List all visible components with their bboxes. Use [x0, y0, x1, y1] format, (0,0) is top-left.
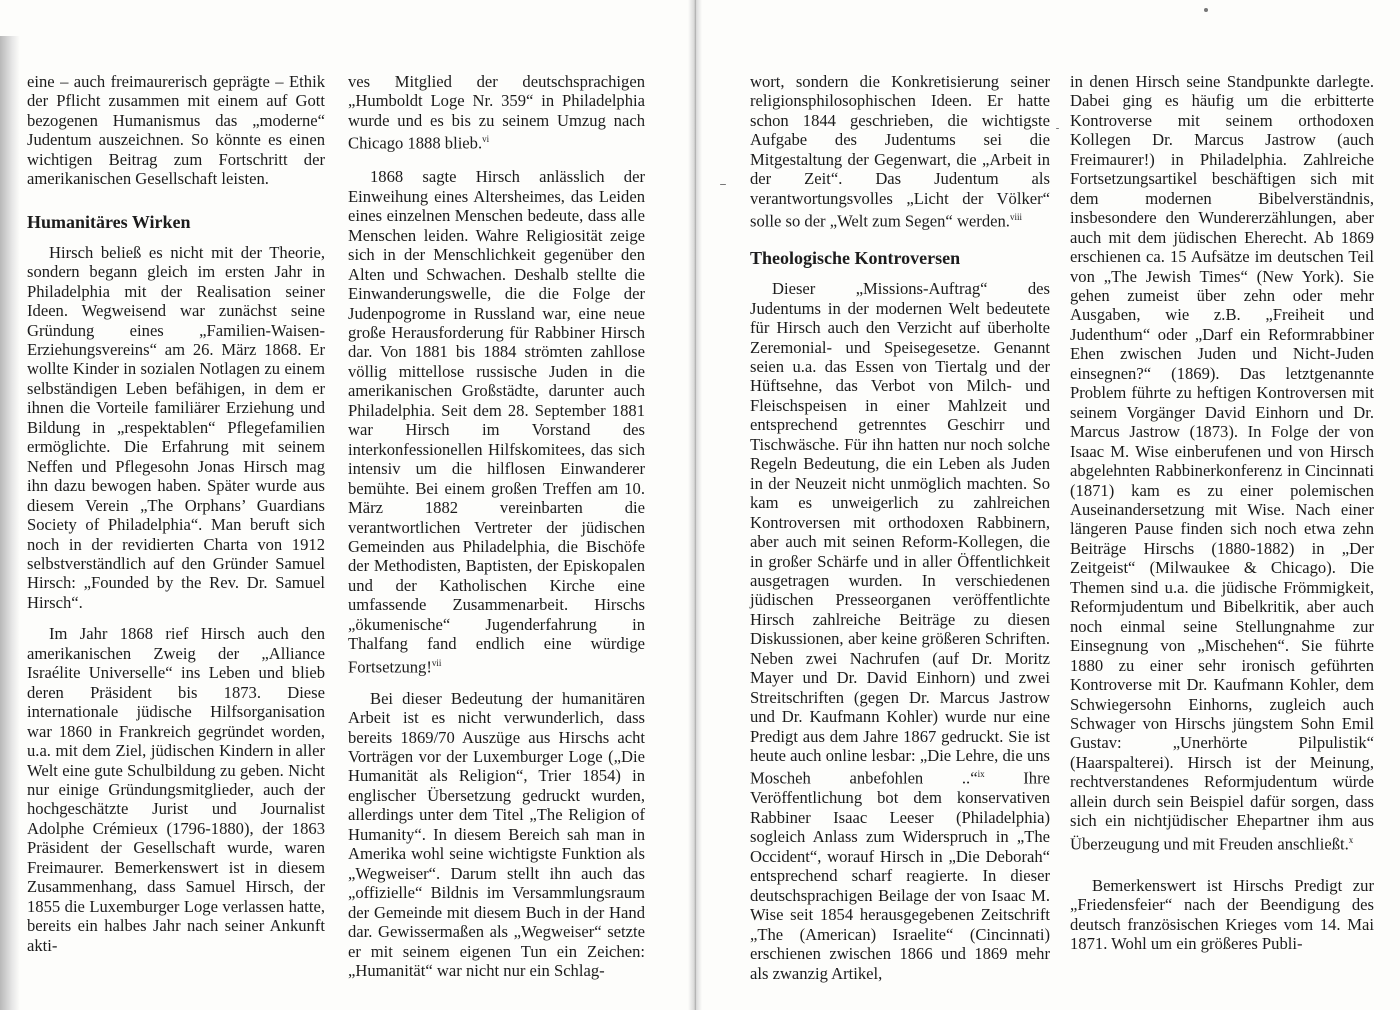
- paragraph: eine – auch freimaurerisch geprägte – Ethik der Pflicht zusammen mit einem auf Gott bezogenen Humanismus das „moderne“ Judentum auszeichnen. So könnte es einen wichtigen Beitrag zum Fortschritt der amerikanischen Gesellschaft leisten.: [27, 72, 325, 189]
- paragraph-text: in denen Hirsch seine Standpunkte darlegte. Dabei ging es häufig um die erbitterte Kontroverse mit seinem orthodoxen Kollegen Dr. Marcus Jastrow (auch Freimaurer!) in Philadelphia. Zahlreiche Fortsetzungsartikel beschäftigen sich mit dem modernen Bibelverständnis, insbesondere den Wundererzählungen, aber auch mit dem jüdischen Eherecht. Ab 1869 erschienen ca. 15 Aufsätze im deutschen Teil von „The Jewish Times“ (New York). Sie gehen zumeist über zehn oder mehr Ausgaben, wie z.B. „Freiheit und Judenthum“ oder „Darf ein Reformrabbiner Ehen zwischen Juden und Nicht-Juden einsegnen?“ (1869). Das letztgenannte Problem führte zu heftigen Kontroversen mit seinem Vorgänger David Einhorn und Dr. Marcus Jastrow (1873). In Folge der von Isaac M. Wise einberufenen und von Hirsch abgelehnten Rabbinerkonferenz in Cincinnati (1871) kam es zu einer polemischen Auseinandersetzung mit Wise. Nach einer längeren Pause finden sich noch etwa zehn Beiträge Hirschs (1880-1882) in „Der Zeitgeist“ (Milwaukee & Chicago). Die Themen sind u.a. die jüdische Frömmigkeit, Reformjudentum und Bibelkritik, aber auch noch einmal seine Stellungnahme zur Einsegnung von „Mischehen“. Sie führte 1880 zu einer sehr ironisch geführten Kontroverse mit Dr. Kaufmann Kohler, dem Schwiegersohn Einhorns, zugleich auch Schwager von Hirschs jüngstem Sohn Emil Gustav: „Unerhörte Pilpulistik“ (Haarspalterei). Hirsch ist der Meinung, rechtverstandenes Reformjudentum würde allein durch sein Beispiel dafür sorgen, dass sich ein nichtjüdischer Ehepartner ihm aus Überzeugung und mit Freuden anschließt.: [1070, 72, 1374, 854]
- paragraph: [348, 72, 645, 153]
- paragraph: [750, 279, 1050, 983]
- scan-shadow-left: [0, 36, 20, 1010]
- footnote-ref: vii: [431, 657, 442, 668]
- book-gutter: [688, 0, 702, 1010]
- footnote-ref: x: [1348, 834, 1354, 845]
- right-page-column-2: [1070, 72, 1374, 953]
- left-page-column-1: [27, 72, 325, 955]
- paragraph: Im Jahr 1868 rief Hirsch auch den amerikanischen Zweig der „Alliance Israélite Universelle“ ins Leben und blieb deren Präsident bis 1873. Diese internationale jüdische Hilfsorganisation war 1860 in Frankreich gegründet worden, u.a. mit dem Ziel, jüdischen Kindern in aller Welt eine gute Schulbildung zu geben. Nicht nur einige Gründungsmitglieder, auch der hochgeschätzte Jurist und Journalist Adolphe Crémieux (1796-1880), der 1863 Präsident der Gesellschaft wurde, waren Freimaurer. Bemerkenswert ist in diesem Zusammenhang, dass Samuel Hirsch, der 1855 die Luxemburger Loge verlassen hatte, bereits ein halbes Jahr nach seiner Ankunft akti-: [27, 624, 325, 955]
- paragraph: Hirsch beließ es nicht mit der Theorie, sondern begann gleich im ersten Jahr in Philadelphia mit der Realisation seiner Ideen. Wegweisend war zunächst seine Gründung eines „Familien-Waisen-Erziehungsvereins“ am 26. März 1868. Er wollte Kinder in sozialen Notlagen zu einem selbständigen Leben befähigen, in dem er ihnen die Vorteile familiärer Erziehung und Bildung in „respektablen“ Pflegefamilien ermöglichte. Die Erfahrung mit seinem Neffen und Pflegesohn Jonas Hirsch mag ihn dazu bewogen haben. Später wurde aus diesem Verein „The Orphans’ Guardians Society of Philadelphia“. Man beruft sich noch in der revidierten Charta von 1912 selbstverständlich auf den Gründer Samuel Hirsch: „Founded by the Rev. Dr. Samuel Hirsch“.: [27, 242, 325, 612]
- paragraph: [1070, 72, 1374, 854]
- footnote-ref: ix: [977, 769, 985, 780]
- footnote-ref: viii: [1009, 212, 1022, 223]
- scan-speck: [1056, 128, 1059, 129]
- scan-speck: [1204, 8, 1208, 12]
- paragraph: Bemerkenswert ist Hirschs Predigt zur „Friedensfeier“ nach der Beendigung des deutsch französischen Krieges vom 14. Mai 1871. Wohl um ein größeres Publi-: [1070, 875, 1374, 954]
- paragraph: [348, 167, 645, 676]
- paragraph-text: ves Mitglied der deutschsprachigen „Humboldt Loge Nr. 359“ in Philadelphia wurde und es bis zu seinem Umzug nach Chicago 1888 blieb.: [348, 72, 645, 153]
- section-heading: Theologische Kontroversen: [750, 248, 961, 269]
- scan-speck: [720, 184, 726, 185]
- paragraph-text: Ihre Veröffentlichung bot dem konservativen Rabbiner Isaac Leeser (Philadelphia) sogleich Anlass zum Widerspruch in „The Occident“, worauf Hirsch in „Die Deborah“ entsprechend scharf reagierte. In dieser deutschsprachigen Beilage der von Isaac M. Wise seit 1854 herausgegebenen Zeitschrift „The (American) Israelite“ (Cincinnati) erschienen zwischen 1866 und 1869 mehr als zwanzig Artikel,: [750, 769, 1050, 983]
- paragraph-text: wort, sondern die Konkretisierung seiner religionsphilosophischen Ideen. Er hatte schon 1844 geschrieben, die wichtigste Aufgabe des Judentums sei die Mitgestaltung der Gegenwart, die „Arbeit in der Zeit“. Das Judentum als verantwortungsvolles „Licht der Völker“ solle so der „Welt zum Segen“ werden.: [750, 72, 1050, 231]
- left-page-column-2: [348, 72, 645, 980]
- paragraph-text: Dieser „Missions-Auftrag“ des Judentums in der modernen Welt bedeutete für Hirsch auch den Verzicht auf überholte Zeremonial- und Speisegesetze. Genannt seien u.a. das Essen von Tiertalg und der Hüftsehne, das Verbot von Milch- und Fleischspeisen in einer Mahlzeit und entsprechend getrenntes Geschirr und Tischwäsche. Für ihn hatten nur noch solche Regeln Bedeutung, die ein Leben als Juden in der Neuzeit nicht unmöglich machten. So kam es unweigerlich zu zahlreichen Kontroversen mit orthodoxen Rabbinern, aber auch mit seinen Reform-Kollegen, die in großer Schärfe und in aller Öffentlichkeit ausgetragen wurden. In verschiedenen jüdischen Presseorganen veröffentlichte Hirsch zahlreiche Beiträge zu diesen Diskussionen, aber keine größeren Schriften. Neben zwei Nachrufen (auf Dr. Moritz Mayer und Dr. David Einhorn) und zwei Streitschriften (gegen Dr. Marcus Jastrow und Dr. Kaufmann Kohler) wurde nur eine Predigt aus dem Jahre 1867 gedruckt. Sie ist heute auch online lesbar: „Die Lehre, die uns Moscheh anbefohlen ..“: [750, 279, 1050, 789]
- right-page-column-1: [750, 72, 1050, 983]
- section-heading: Humanitäres Wirken: [27, 211, 191, 232]
- paragraph: Bei dieser Bedeutung der humanitären Arbeit ist es nicht verwunderlich, dass bereits 1869/70 Auszüge aus Hirschs acht Vorträgen vor der Luxemburger Loge („Die Humanität als Religion“, Trier 1854) in englischer Übersetzung gedruckt wurden, allerdings unter dem Titel „The Religion of Humanity“. In diesem Bereich sah man in Amerika wohl seine wichtigste Funktion als „Wegweiser“. Darum stellt ihn auch das „offizielle“ Bildnis im Versammlungsraum der Gemeinde mit diesem Buch in der Hand dar. Gewissermaßen als „Wegweiser“ setzte er mit seinem eigenen Tun ein Zeichen: „Humanität“ war nicht nur ein Schlag-: [348, 688, 645, 980]
- paragraph: [750, 72, 1050, 231]
- paragraph-text: 1868 sagte Hirsch anlässlich der Einweihung eines Altersheimes, das Leiden eines einzelnen Menschen bedeute, dass alle Menschen leiden. Wahre Religiosität zeige sich in der Menschlichkeit gegenüber den Alten und Schwachen. Deshalb stellte die Einwanderungswelle, die die Folge der Judenpogrome in Russland war, eine neue große Herausforderung für Rabbiner Hirsch dar. Von 1881 bis 1884 strömten zahllose völlig mittellose russische Juden in die amerikanischen Großstädte, darunter auch Philadelphia. Seit dem 28. September 1881 war Hirsch im Vorstand des interkonfessionellen Hilfskomitees, das sich intensiv um die hilflosen Einwanderer bemühte. Bei einem großen Treffen am 10. März 1882 vereinbarten die verantwortlichen Vertreter der jüdischen Gemeinden aus Philadelphia, die Bischöfe der Methodisten, Baptisten, der Episkopalen und der Katholischen Kirche eine umfassende Zusammenarbeit. Hirschs „ökumenische“ Jugenderfahrung in Thalfang fand endlich eine würdige Fortsetzung!: [348, 167, 645, 677]
- footnote-ref: vi: [482, 134, 490, 145]
